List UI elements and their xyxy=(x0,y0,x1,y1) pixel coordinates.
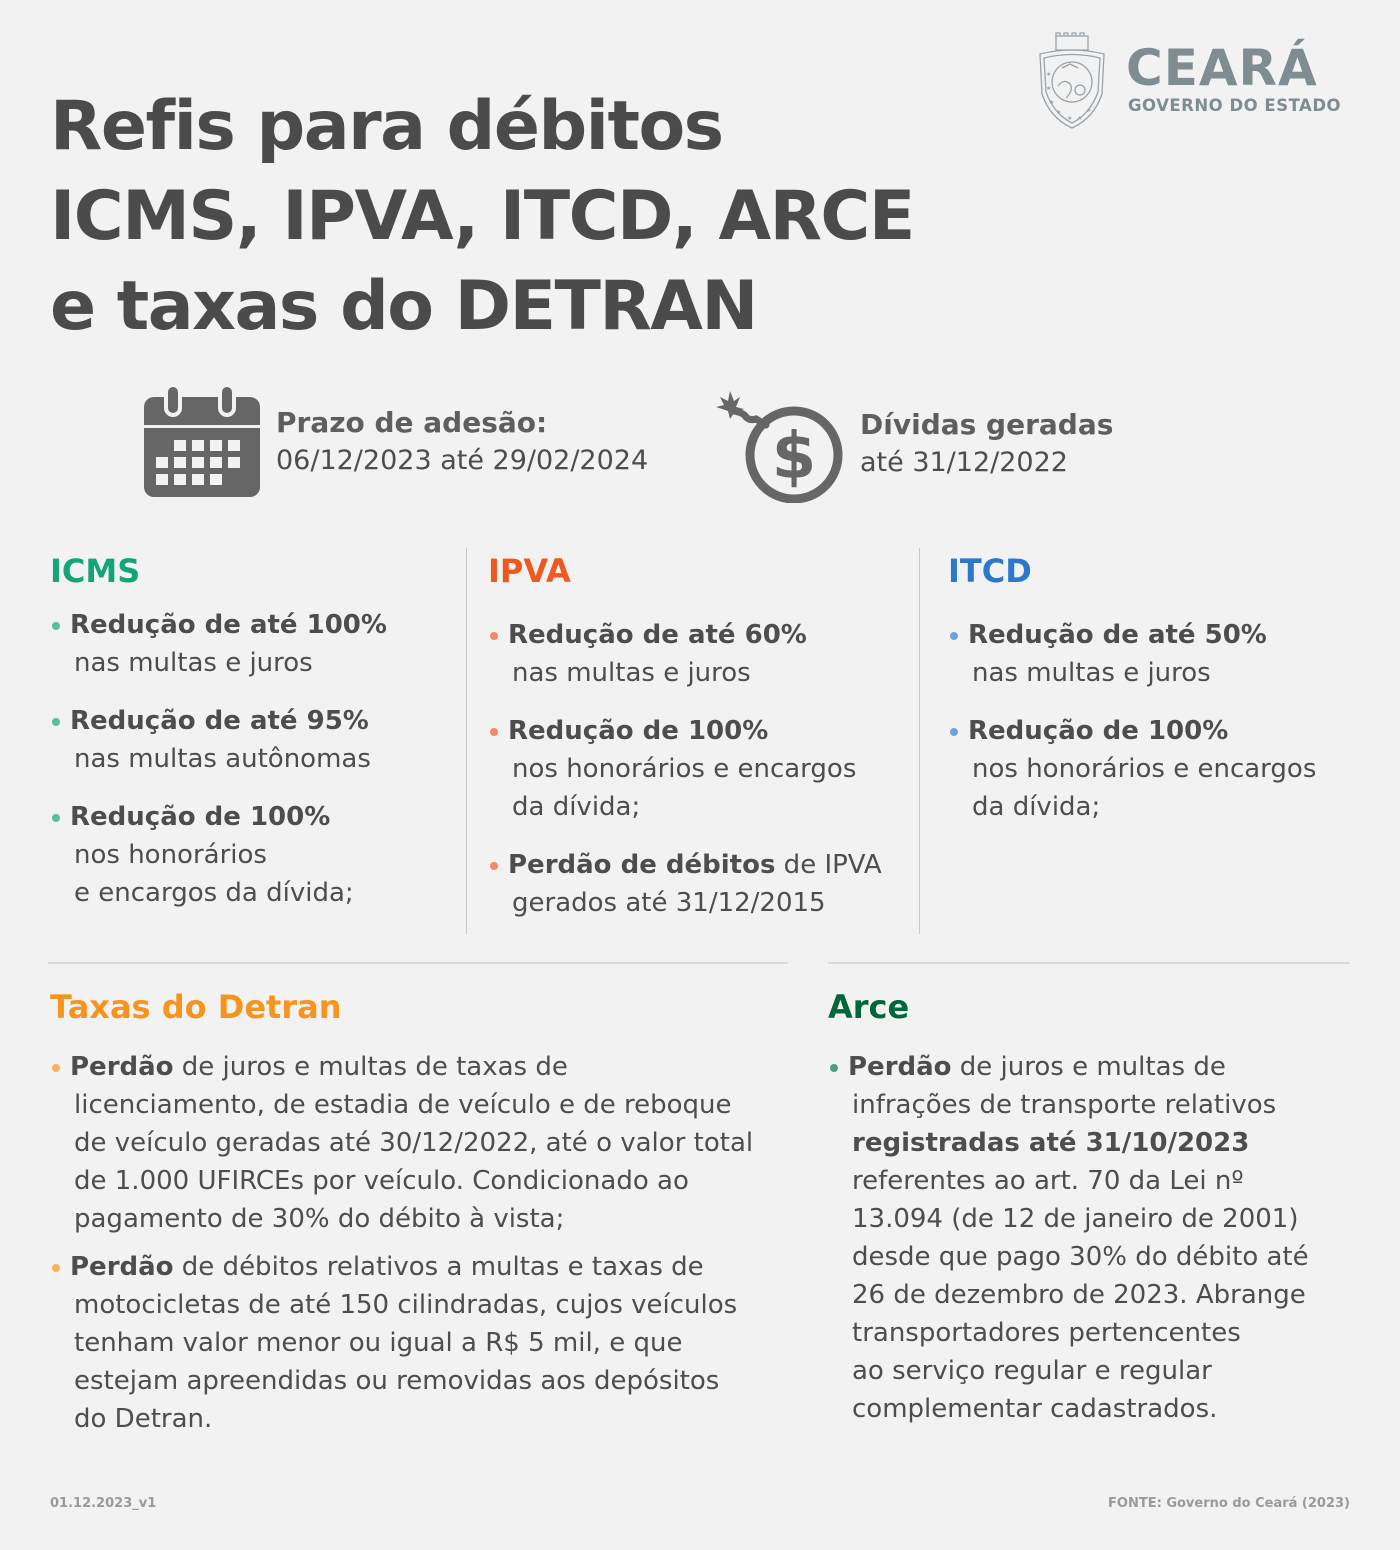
svg-text:$: $ xyxy=(771,420,817,494)
svg-text:★: ★ xyxy=(1046,86,1052,92)
svg-text:★: ★ xyxy=(1049,100,1055,106)
bullet-icon xyxy=(52,718,60,726)
list-item: Perdão de juros e multas de taxas de licenciamento, de estadia de veículo e de reboque de veículo geradas até 30/12/2022, até o valor total de 1.000 UFIRCEs por veículo. Condicionado ao pagamento de 30% do débito à vista; xyxy=(50,1048,790,1238)
arce-section xyxy=(828,984,1358,1438)
source-label: FONTE: Governo do Ceará (2023) xyxy=(1108,1496,1350,1511)
svg-text:★: ★ xyxy=(1077,116,1083,122)
list-item: Perdão de débitos relativos a multas e taxas de motocicletas de até 150 cilindradas, cujos veículos tenham valor menor ou igual a R$ 5 mil, e que estejam apreendidas ou removidas aos depósitos do Detran. xyxy=(50,1248,790,1438)
column-divider xyxy=(919,548,920,934)
deadline-highlight xyxy=(144,385,648,499)
svg-text:★: ★ xyxy=(1056,110,1062,116)
bullet-icon xyxy=(52,622,60,630)
title-line-3: e taxas do DETRAN xyxy=(50,267,757,346)
ipva-section xyxy=(488,548,908,942)
list-item: Redução de até 95% nas multas autônomas xyxy=(50,702,460,778)
list-item: Redução de até 100% nas multas e juros xyxy=(50,606,460,682)
ipva-heading: IPVA xyxy=(488,552,571,590)
calendar-icon xyxy=(144,385,262,499)
title-line-2: ICMS, IPVA, ITCD, ARCE xyxy=(50,177,914,256)
title-line-1: Refis para débitos xyxy=(50,87,723,166)
bullet-icon xyxy=(490,728,498,736)
logo-subtitle: GOVERNO DO ESTADO xyxy=(1128,96,1342,115)
debts-label: Dívidas geradas xyxy=(860,408,1114,441)
version-label: 01.12.2023_v1 xyxy=(50,1496,157,1511)
ceara-government-logo xyxy=(1034,32,1354,136)
list-item: Perdão de juros e multas de infrações de transporte relativos registradas até 31/10/2023 referentes ao art. 70 da Lei nº 13.094 (de 12 de janeiro de 2001) desde que pago 30% do débito até 26 de dezembro de 2023. Abrange transportadores pertencentes ao serviço regular e regular complementar cadastrados. xyxy=(828,1048,1358,1428)
icms-heading: ICMS xyxy=(50,552,141,590)
bullet-icon xyxy=(950,728,958,736)
list-item: Redução de 100% nos honorários e encargos da dívida; xyxy=(488,712,908,826)
bullet-icon xyxy=(490,862,498,870)
page-title xyxy=(50,82,914,352)
svg-text:★: ★ xyxy=(1086,108,1092,114)
bullet-icon xyxy=(490,632,498,640)
list-item: Redução de até 50% nas multas e juros xyxy=(948,616,1368,692)
arce-heading: Arce xyxy=(828,988,910,1026)
deadline-label: Prazo de adesão: xyxy=(276,406,548,439)
bullet-icon xyxy=(52,1064,60,1072)
itcd-heading: ITCD xyxy=(948,552,1032,590)
bullet-icon xyxy=(52,1264,60,1272)
column-divider xyxy=(466,548,467,934)
detran-heading: Taxas do Detran xyxy=(50,988,342,1026)
svg-text:★: ★ xyxy=(1067,116,1073,122)
svg-text:★: ★ xyxy=(1046,72,1052,78)
detran-section xyxy=(50,984,790,1448)
money-bomb-icon xyxy=(706,385,846,503)
bullet-icon xyxy=(830,1064,838,1072)
debts-value: até 31/12/2022 xyxy=(860,447,1068,478)
section-divider xyxy=(828,962,1350,964)
list-item: Redução de até 60% nas multas e juros xyxy=(488,616,908,692)
bullet-icon xyxy=(52,814,60,822)
itcd-section xyxy=(948,548,1368,846)
list-item: Perdão de débitos de IPVA gerados até 31/12/2015 xyxy=(488,846,908,922)
list-item: Redução de 100% nos honorários e encargos da dívida; xyxy=(50,798,460,912)
icms-section xyxy=(50,548,460,932)
deadline-value: 06/12/2023 até 29/02/2024 xyxy=(276,445,649,476)
bullet-icon xyxy=(950,632,958,640)
list-item: Redução de 100% nos honorários e encargos da dívida; xyxy=(948,712,1368,826)
ceara-coat-of-arms-icon xyxy=(1034,32,1110,132)
logo-brand-name: CEARÁ xyxy=(1126,39,1318,97)
section-divider xyxy=(48,962,788,964)
debts-highlight xyxy=(706,385,1113,503)
